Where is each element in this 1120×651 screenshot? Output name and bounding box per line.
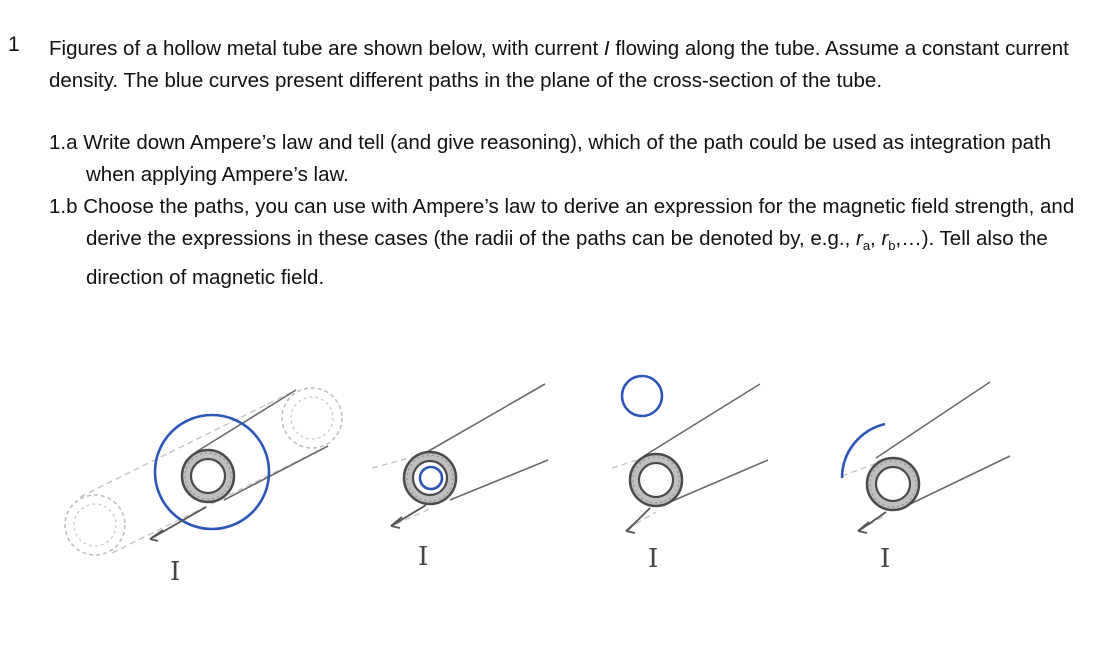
current-label: I — [648, 544, 659, 574]
subquestion-1b: 1.b Choose the paths, you can use with Ampere’s law to derive an expression for the magnetic field strength, and derive the expressions in these cases (the radii of the paths can be denoted by, e.g., $r_a$, $r_b,\dots$). Tell also the direction of magnetic field. — [49, 195, 1075, 290]
subquestion-label: 1.b — [49, 195, 78, 218]
radius-b-symbol: $r_b$ — [881, 227, 896, 254]
subquestion-label: 1.a — [49, 131, 78, 154]
question-number: 1 — [8, 33, 20, 56]
figure-panel-2 — [372, 384, 548, 572]
tube-cross-section — [867, 458, 919, 510]
figure-panel-3 — [612, 376, 768, 574]
tube-cross-section — [182, 450, 234, 502]
figure-panel-1 — [65, 388, 342, 587]
intro-text-2: flowing along the tube. Assume a constant current density. The blue curves present different paths in the plane of the cross-section of the tube. — [49, 37, 1069, 92]
question-intro — [49, 33, 1079, 96]
current-label: I — [880, 544, 891, 574]
subquestion-text: Write down Ampere’s law and tell (and give reasoning), which of the path could be used as integration path when applying Ampere’s law. — [83, 131, 1052, 186]
current-label: I — [418, 542, 429, 572]
integration-path-c — [622, 376, 662, 416]
tube-cross-section — [630, 454, 682, 506]
tube-figures — [0, 330, 1120, 630]
tube-cross-section — [404, 452, 456, 504]
current-label: I — [170, 557, 181, 587]
radius-a-symbol: $r_a$ — [855, 227, 871, 254]
intro-text-1: Figures of a hollow metal tube are shown below, with current — [49, 37, 604, 60]
tube-figures-drawing — [0, 330, 1120, 630]
subquestion-text-after: ,…). Tell also the direction of magnetic field. — [86, 227, 1048, 290]
figure-panel-4 — [842, 382, 1010, 574]
subquestion-text-before: Choose the paths, you can use with Ampere’s law to derive an expression for the magnetic field strength, and derive the expressions in these cases (the radii of the paths can be denoted by, e.g., — [83, 195, 1075, 250]
current-symbol: I — [603, 37, 610, 60]
subquestion-1a — [49, 127, 1079, 191]
